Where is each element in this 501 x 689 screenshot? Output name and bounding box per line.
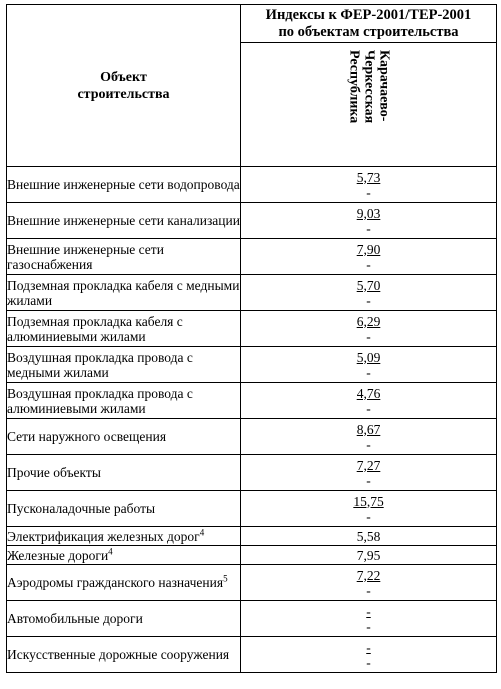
row-object-name-text: Сети наружного освещения [7,429,167,444]
row-object-name-text: Внешние инженерные сети газоснабжения [7,241,164,272]
row-object-name [7,601,241,637]
table-row [7,565,497,601]
row-object-name-text: Воздушная прокладка провода с медными жилами [7,349,193,380]
index-numerator: 15,75 [353,493,384,509]
header-region-label: Карачаево- Черкесская Республика [346,49,391,123]
table-row [7,383,497,419]
index-numerator: - [366,603,371,619]
row-object-name-text: Подземная прокладка кабеля с медными жилами [7,277,240,308]
header-index-label: Индексы к ФЕР-2001/ТЕР-2001 по объектам строительства [265,6,472,40]
table-row [7,311,497,347]
row-index-value [241,275,497,311]
index-denominator: - [366,400,371,416]
index-numerator: 4,76 [356,385,381,401]
row-object-name-text: Прочие объекты [7,465,101,480]
index-numerator: 7,95 [356,547,381,563]
row-object-name-text: Пусконаладочные работы [7,501,156,516]
index-denominator: - [366,582,371,598]
table-row [7,203,497,239]
row-index-value [241,347,497,383]
table-row [7,637,497,673]
row-index-value [241,565,497,601]
index-numerator: 6,29 [356,313,381,329]
index-numerator: 5,09 [356,349,381,365]
table-row [7,455,497,491]
index-denominator: - [366,654,371,670]
row-object-name [7,455,241,491]
row-index-value [241,527,497,546]
index-numerator: 7,90 [356,241,381,257]
row-object-name [7,275,241,311]
row-object-name [7,491,241,527]
row-index-value [241,239,497,275]
header-index [241,5,497,43]
header-region [241,43,497,167]
row-object-name [7,546,241,565]
index-numerator: 8,67 [356,421,381,437]
index-numerator: 5,58 [356,528,381,544]
row-index-value [241,546,497,565]
footnote-mark: 5 [223,573,228,584]
index-numerator: 5,70 [356,277,381,293]
table-body [7,167,497,673]
index-denominator: - [366,220,371,236]
row-index-value [241,419,497,455]
row-object-name-text: Автомобильные дороги [7,611,143,626]
row-object-name-text: Внешние инженерные сети канализации [7,213,240,228]
table-row [7,275,497,311]
row-index-value [241,311,497,347]
table-row [7,167,497,203]
row-object-name [7,347,241,383]
row-object-name [7,637,241,673]
row-index-value [241,167,497,203]
index-denominator: - [366,256,371,272]
row-object-name [7,419,241,455]
index-numerator: 9,03 [356,205,381,221]
row-object-name-text: Аэродромы гражданского назначения [7,575,224,590]
table-row [7,419,497,455]
row-index-value [241,637,497,673]
row-object-name-text: Железные дороги [7,547,109,563]
row-index-value [241,601,497,637]
index-table [6,4,497,673]
table-row [7,239,497,275]
row-object-name [7,565,241,601]
table-row [7,491,497,527]
header-object-label: Объект строительства [77,69,170,102]
index-denominator: - [366,436,371,452]
row-object-name-text: Искусственные дорожные сооружения [7,647,230,662]
row-object-name [7,203,241,239]
row-object-name-text: Электрификация железных дорог [7,528,200,544]
index-denominator: - [366,184,371,200]
row-object-name [7,239,241,275]
table-row [7,546,497,565]
row-index-value [241,383,497,419]
index-numerator: 7,27 [356,457,381,473]
row-object-name-text: Воздушная прокладка провода с алюминиевыми жилами [7,385,193,416]
index-numerator: 5,73 [356,169,381,185]
index-denominator: - [366,508,371,524]
index-denominator: - [366,292,371,308]
index-numerator: - [366,639,371,655]
row-object-name-text: Внешние инженерные сети водопровода [7,177,240,192]
row-object-name [7,383,241,419]
index-denominator: - [366,618,371,634]
row-index-value [241,491,497,527]
row-object-name-text: Подземная прокладка кабеля с алюминиевыми жилами [7,313,183,344]
header-object [7,5,241,167]
row-index-value [241,203,497,239]
footnote-mark: 4 [199,527,205,537]
index-denominator: - [366,472,371,488]
row-object-name [7,527,241,546]
row-object-name [7,311,241,347]
row-index-value [241,455,497,491]
footnote-mark: 4 [108,546,113,556]
index-denominator: - [366,364,371,380]
table-row [7,601,497,637]
index-numerator: 7,22 [356,567,381,583]
row-object-name [7,167,241,203]
table-row [7,527,497,546]
index-denominator: - [366,328,371,344]
table-row [7,347,497,383]
